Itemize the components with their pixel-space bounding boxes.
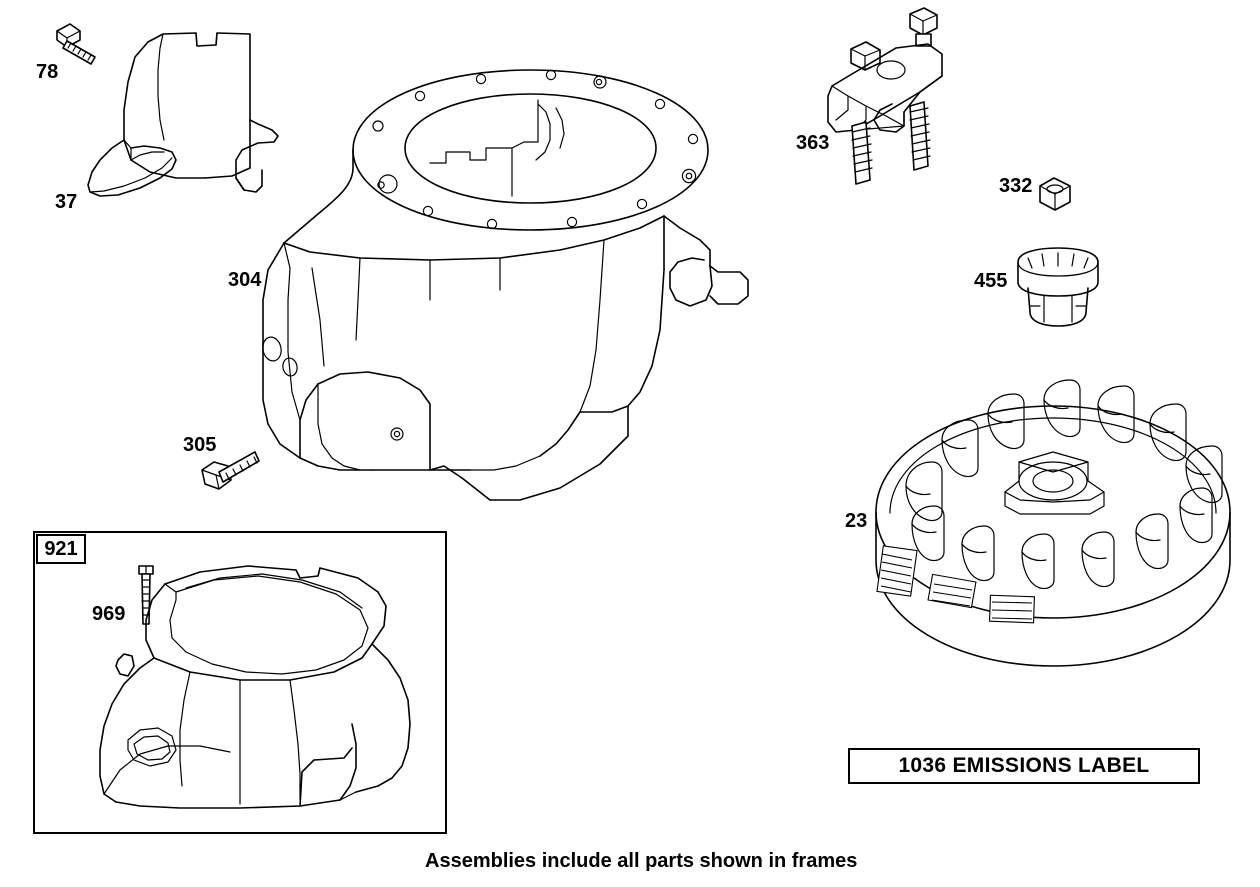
part-37-air-guide-art: [88, 33, 278, 196]
callout-969: 969: [92, 603, 126, 625]
footer-note: Assemblies include all parts shown in frames: [425, 850, 858, 872]
callout-455: 455: [974, 270, 1008, 292]
callout-332: 332: [999, 175, 1033, 197]
part-305-hex-bolt-art: [202, 452, 259, 489]
callout-363: 363: [796, 132, 830, 154]
callout-304: 304: [228, 269, 262, 291]
part-304-blower-housing-art: [261, 70, 748, 500]
part-363-clamp-bracket-art: [828, 8, 942, 184]
part-455-starter-cup-art: [1018, 248, 1098, 326]
part-78-screw-art: [57, 24, 95, 64]
callout-305: 305: [183, 434, 217, 456]
callout-37: 37: [55, 191, 78, 213]
callout-23: 23: [845, 510, 868, 532]
assembly-frame-921: [33, 531, 447, 834]
frame-label-921: 921: [36, 534, 86, 564]
part-23-flywheel-art: [876, 380, 1230, 666]
callout-78: 78: [36, 61, 59, 83]
emissions-label-box: 1036 EMISSIONS LABEL: [848, 748, 1200, 784]
part-332-hex-nut-art: [1040, 178, 1070, 210]
